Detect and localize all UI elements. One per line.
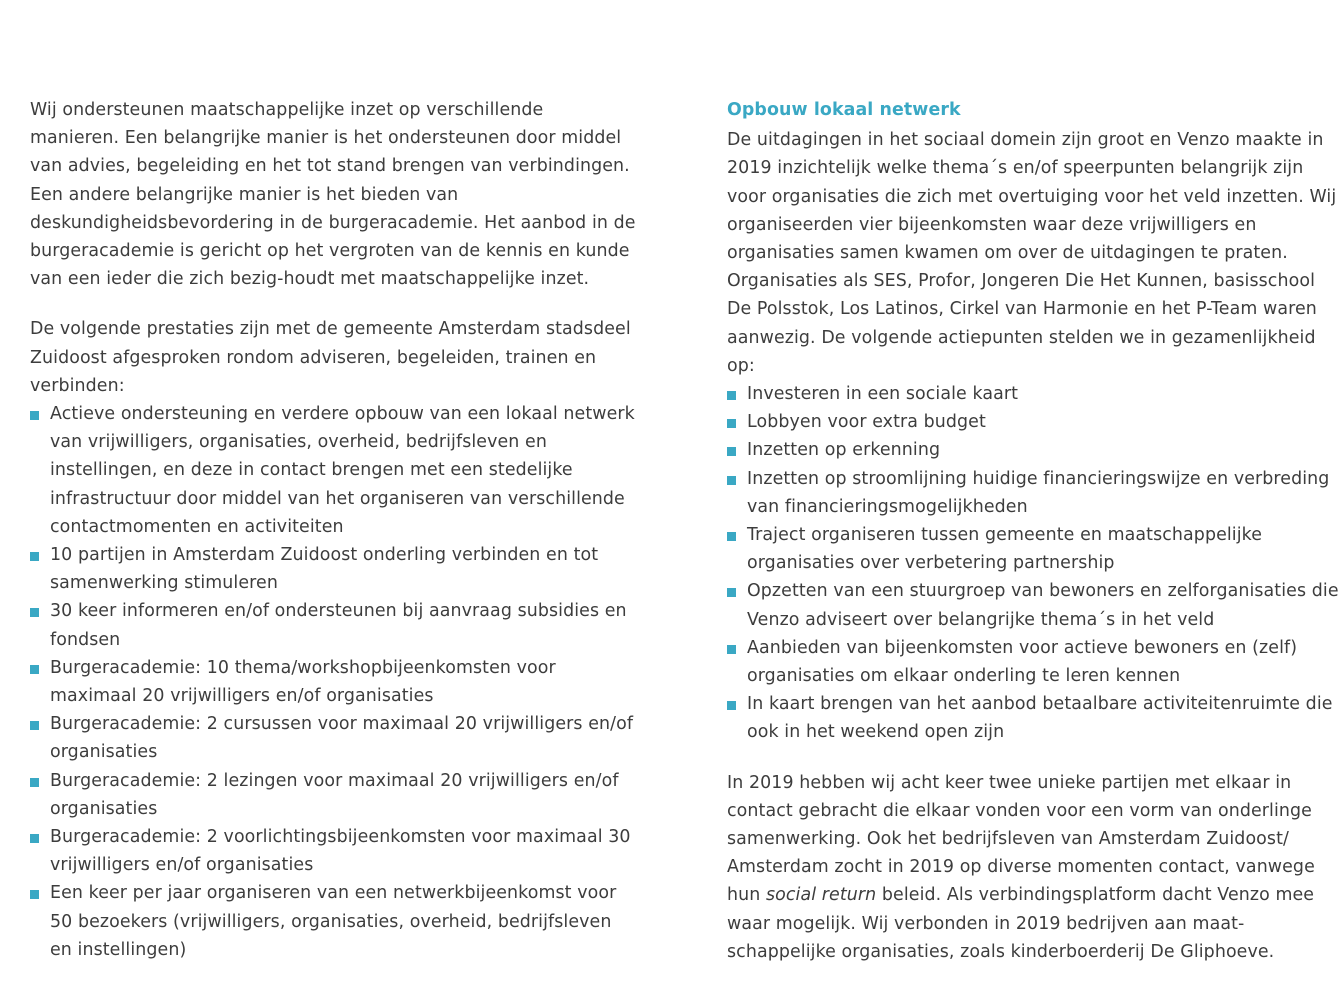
two-column-layout	[0, 96, 1344, 988]
list-item: Inzetten op stroomlijning huidige financieringswijze en verbreding van financieringsmogelijkheden	[727, 465, 1344, 521]
list-item: Een keer per jaar organiseren van een netwerkbijeenkomst voor 50 bezoekers (vrijwilligers, organisaties, overheid, bedrijfsleven en instellingen)	[30, 879, 637, 964]
list-item: Inzetten op erkenning	[727, 436, 1344, 464]
list-item: Aanbieden van bijeenkomsten voor actieve bewoners en (zelf) organisaties om elkaar onderling te leren kennen	[727, 634, 1344, 690]
list-item: Traject organiseren tussen gemeente en maatschappelijke organisaties over verbetering partnership	[727, 521, 1344, 577]
closing-text-part1: In 2019 hebben wij acht keer twee unieke partijen met elkaar in contact gebracht die elkaar vonden voor een vorm van onderlinge samenwerking. Ook het bedrijfsleven van Amsterdam Zuidoost/ Amsterdam zocht in 2019 op diverse momenten contact, vanwege hun	[727, 772, 1315, 906]
list-item: Investeren in een sociale kaart	[727, 380, 1344, 408]
left-column	[0, 96, 727, 988]
list-item: 10 partijen in Amsterdam Zuidoost onderling verbinden en tot samenwerking stimuleren	[30, 541, 637, 597]
list-item: Burgeracademie: 2 cursussen voor maximaal 20 vrijwilligers en/of organisaties	[30, 710, 637, 766]
left-paragraph-1: Wij ondersteunen maatschappelijke inzet op verschillende manieren. Een belangrijke manier is het ondersteunen door middel van advies, begeleiding en het tot stand brengen van verbindingen. Een andere belangrijke manier is het bieden van deskundigheidsbevordering in de burgeracademie. Het aanbod in de burgeracademie is gericht op het vergroten van de kennis en kunde van een ieder die zich bezig-houdt met maatschappelijke inzet.	[30, 100, 636, 290]
closing-text-italic: social return	[766, 885, 877, 906]
right-paragraph-1: De uitdagingen in het sociaal domein zijn groot en Venzo maakte in 2019 inzichtelijk welke thema´s en/of speerpunten belangrijk zijn voor organisaties die zich met overtuiging voor het veld inzetten. Wij organiseerden vier bijeenkomsten waar deze vrijwilligers en organisaties samen kwamen om over de uitdagingen te praten. Organisaties als SES, Profor, Jongeren Die Het Kunnen, basisschool De Polsstok, Los Latinos, Cirkel van Harmonie en het P-Team waren aanwezig. De volgende actiepunten stelden we in gezamenlijkheid op:	[727, 130, 1337, 376]
left-paragraph-2: De volgende prestaties zijn met de gemeente Amsterdam stadsdeel Zuidoost afgesproken rondom adviseren, begeleiden, trainen en verbinden:	[30, 319, 631, 396]
right-closing-paragraph	[727, 769, 1344, 966]
right-bullet-list	[727, 380, 1344, 747]
section-heading: Opbouw lokaal netwerk	[727, 100, 961, 120]
closing-text-part2: beleid. Als verbindingsplatform dacht Venzo mee waar mogelijk. Wij verbonden in 2019 bedrijven aan maat-schappelijke organisaties, zoals kinderboerderij De Gliphoeve.	[727, 885, 1315, 962]
list-item: Burgeracademie: 2 lezingen voor maximaal 20 vrijwilligers en/of organisaties	[30, 767, 637, 823]
right-column	[727, 96, 1344, 988]
list-item: Burgeracademie: 2 voorlichtingsbijeenkomsten voor maximaal 30 vrijwilligers en/of organisaties	[30, 823, 637, 879]
list-item: In kaart brengen van het aanbod betaalbare activiteitenruimte die ook in het weekend open zijn	[727, 690, 1344, 746]
left-bullet-list	[30, 400, 637, 964]
list-item: 30 keer informeren en/of ondersteunen bij aanvraag subsidies en fondsen	[30, 597, 637, 653]
list-item: Burgeracademie: 10 thema/workshopbijeenkomsten voor maximaal 20 vrijwilligers en/of organisaties	[30, 654, 637, 710]
list-item: Lobbyen voor extra budget	[727, 408, 1344, 436]
list-item: Opzetten van een stuurgroep van bewoners en zelforganisaties die Venzo adviseert over belangrijke thema´s in het veld	[727, 577, 1344, 633]
list-item: Actieve ondersteuning en verdere opbouw van een lokaal netwerk van vrijwilligers, organisaties, overheid, bedrijfsleven en instellingen, en deze in contact brengen met een stedelijke infrastructuur door middel van het organiseren van verschillende contactmomenten en activiteiten	[30, 400, 637, 541]
